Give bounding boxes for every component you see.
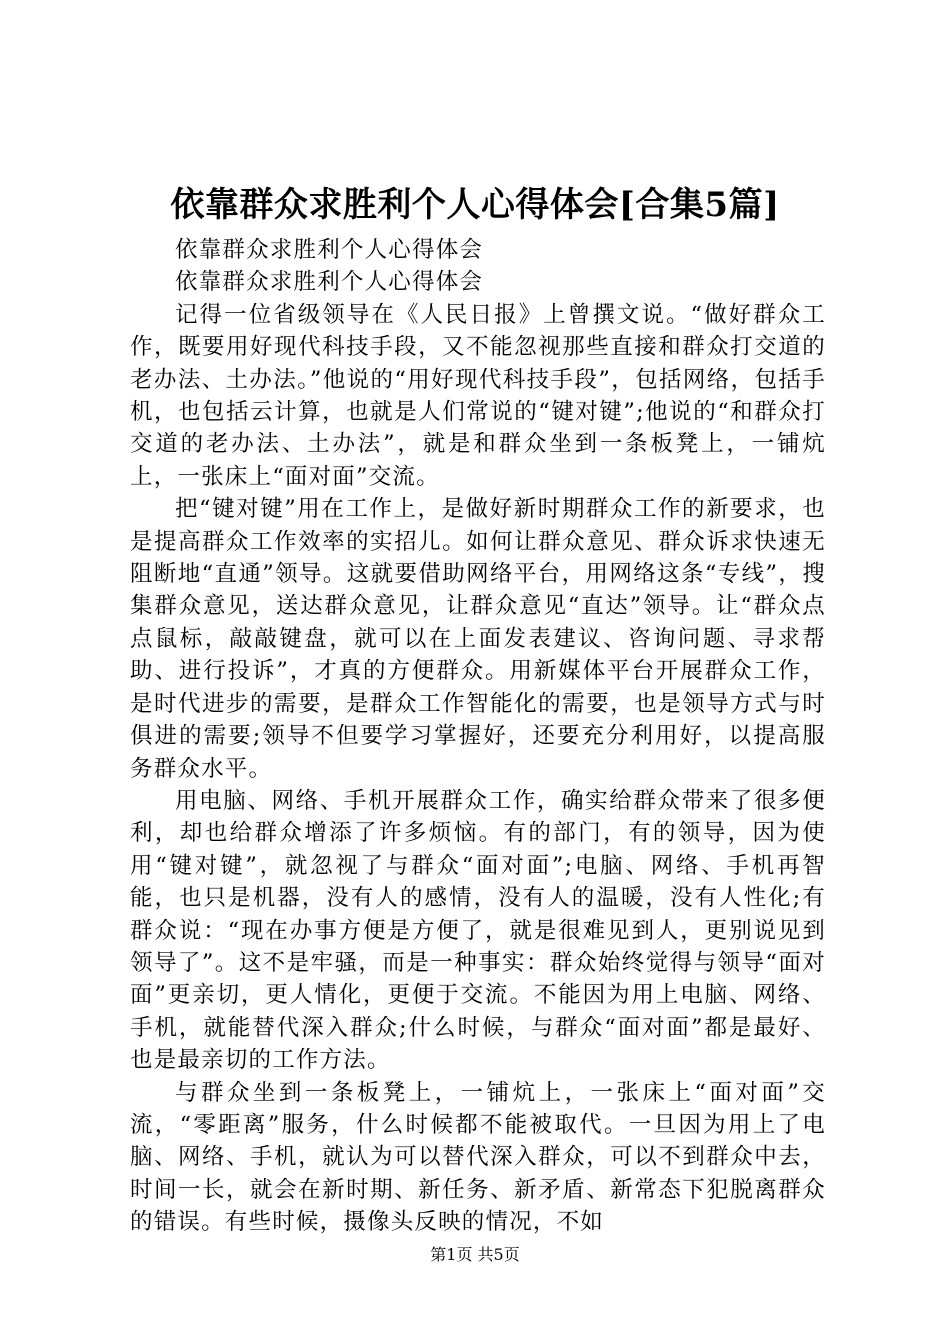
paragraph-subtitle-2: 依靠群众求胜利个人心得体会 xyxy=(175,269,484,296)
paragraph: 记得一位省级领导在《人民日报》上曾撰文说。“做好群众工作，既要用好现代科技手段，又不能忽视那些直接和群众打交道的老办法、土办法。”他说的“用好现代科技手段”，包括网络，包括手机，也包括云计算，也就是人们常说的“键对键”;他说的“和群众打交道的老办法、土办法”，就是和群众坐到一条板凳上，一铺炕上，一张床上“面对面”交流。 xyxy=(130,301,826,490)
paragraph: 把“键对键”用在工作上，是做好新时期群众工作的新要求，也是提高群众工作效率的实招儿。如何让群众意见、群众诉求快速无阻断地“直通”领导。这就要借助网络平台，用网络这条“专线”，搜集群众意见，送达群众意见，让群众意见“直达”领导。让“群众点点鼠标，敲敲键盘，就可以在上面发表建议、咨询问题、寻求帮助、进行投诉”，才真的方便群众。用新媒体平台开展群众工作，是时代进步的需要，是群众工作智能化的需要，也是领导方式与时俱进的需要;领导不但要学习掌握好，还要充分利用好，以提高服务群众水平。 xyxy=(130,496,826,782)
paragraph: 与群众坐到一条板凳上，一铺炕上，一张床上“面对面”交流，“零距离”服务，什么时候都不能被取代。一旦因为用上了电脑、网络、手机，就认为可以替代深入群众，可以不到群众中去，时间一长，就会在新时期、新任务、新矛盾、新常态下犯脱离群众的错误。有些时候，摄像头反映的情况，不如 xyxy=(130,1079,826,1236)
paragraph-subtitle-1: 依靠群众求胜利个人心得体会 xyxy=(175,237,484,263)
document-body xyxy=(130,234,826,1239)
paragraph: 用电脑、网络、手机开展群众工作，确实给群众带来了很多便利，却也给群众增添了许多烦恼。有的部门，有的领导，因为使用“键对键”，就忽视了与群众“面对面”;电脑、网络、手机再智能，也只是机器，没有人的感情，没有人的温暖，没有人性化;有群众说：“现在办事方便是方便了，就是很难见到人，更别说见到领导了”。这不是牢骚，而是一种事实：群众始终觉得与领导“面对面”更亲切，更人情化，更便于交流。不能因为用上电脑、网络、手机，就能替代深入群众;什么时候，与群众“面对面”都是最好、也是最亲切的工作方法。 xyxy=(130,787,826,1074)
page-footer: 第1页 共5页 xyxy=(430,1245,520,1264)
document-title: 依靠群众求胜利个人心得体会[合集5篇] xyxy=(170,185,780,225)
